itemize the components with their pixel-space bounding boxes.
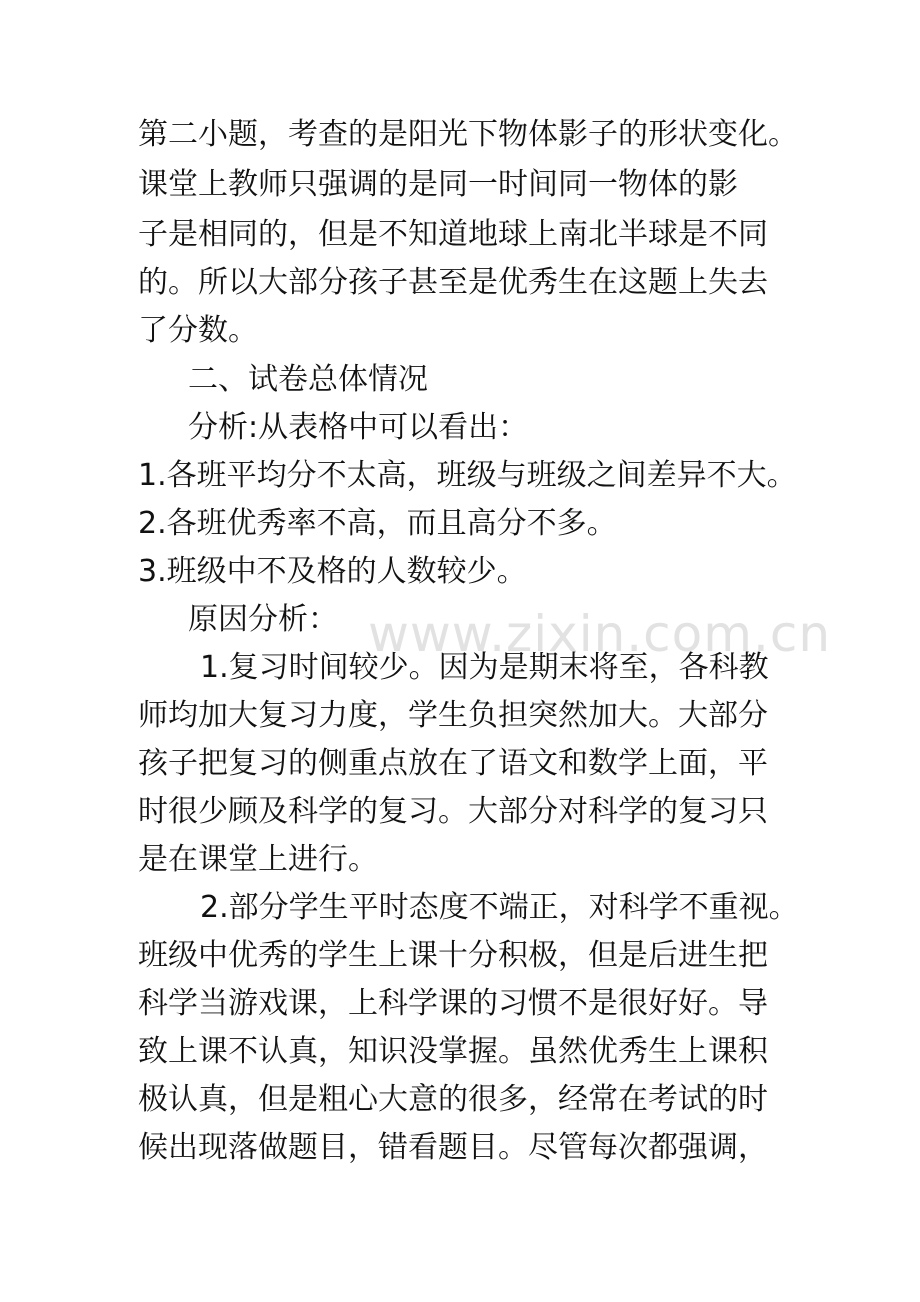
analysis-item-1: 1.各班平均分不太高，班级与班级之间差异不大。 — [138, 458, 797, 493]
watermark: www.zixin.com.cn — [368, 605, 832, 663]
analysis-item-2: 2.各班优秀率不高，而且高分不多。 — [138, 506, 617, 541]
reason-heading: 原因分析： — [188, 602, 338, 637]
reason-2-line-2: 班级中优秀的学生上课十分积极，但是后进生把 — [138, 938, 768, 973]
reason-1-line-2: 师均加大复习力度，学生负担突然加大。大部分 — [138, 698, 768, 733]
text-line-3: 子是相同的，但是不知道地球上南北半球是不同 — [138, 217, 768, 252]
reason-1-line-1: 1.复习时间较少。因为是期末将至，各科教 — [200, 650, 769, 685]
text-line-1: 第二小题，考查的是阳光下物体影子的形状变化。 — [138, 117, 798, 152]
text-line-4: 的。所以大部分孩子甚至是优秀生在这题上失去 — [138, 265, 768, 300]
analysis-item-3: 3.班级中不及格的人数较少。 — [138, 554, 527, 589]
reason-2-line-6: 候出现落做题目，错看题目。尽管每次都强调， — [138, 1130, 768, 1165]
reason-2-line-3: 科学当游戏课，上科学课的习惯不是很好好。导 — [138, 986, 768, 1021]
reason-1-line-4: 时很少顾及科学的复习。大部分对科学的复习只 — [138, 794, 768, 829]
reason-1-line-3: 孩子把复习的侧重点放在了语文和数学上面，平 — [138, 746, 768, 781]
text-line-2: 课堂上教师只强调的是同一时间同一物体的影 — [138, 167, 738, 202]
reason-1-line-5: 是在课堂上进行。 — [138, 842, 378, 877]
analysis-intro: 分析:从表格中可以看出： — [188, 410, 529, 445]
text-line-5: 了分数。 — [138, 313, 258, 348]
reason-2-line-5: 极认真，但是粗心大意的很多，经常在考试的时 — [138, 1082, 768, 1117]
section-heading: 二、试卷总体情况 — [188, 362, 428, 397]
reason-2-line-4: 致上课不认真，知识没掌握。虽然优秀生上课积 — [138, 1034, 768, 1069]
reason-2-line-1: 2.部分学生平时态度不端正，对科学不重视。 — [200, 890, 799, 925]
